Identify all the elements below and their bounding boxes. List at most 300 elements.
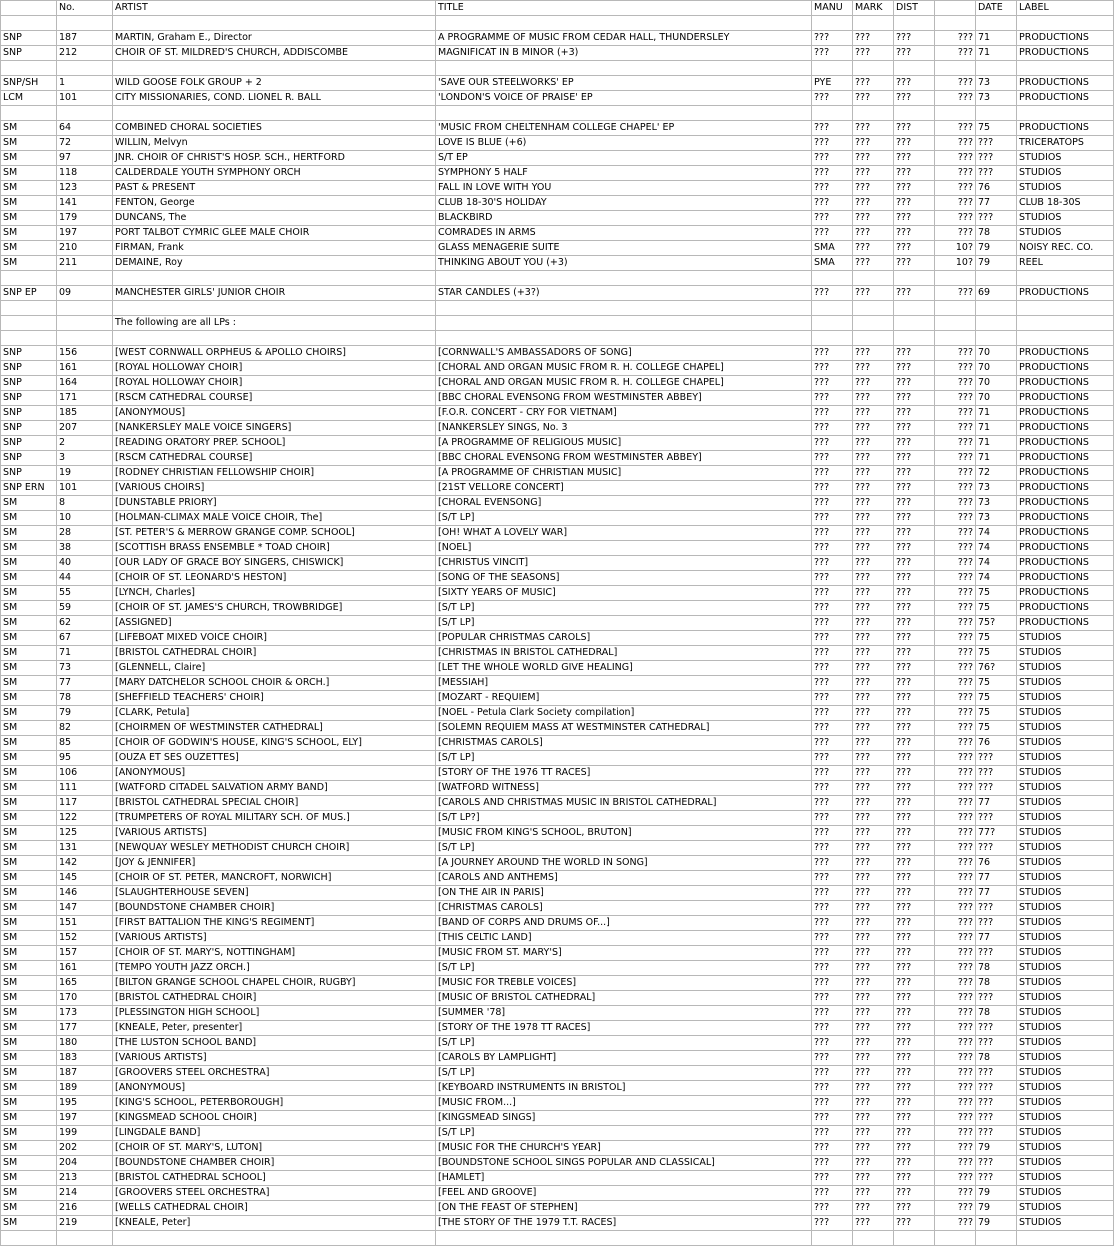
cell-mark: ???	[853, 496, 894, 511]
cell-prefix	[1, 301, 57, 316]
cell-mark: ???	[853, 526, 894, 541]
cell-dist: ???	[894, 1201, 935, 1216]
cell-title: [MOZART - REQUIEM]	[436, 691, 812, 706]
cell-number: 2	[57, 436, 113, 451]
cell-date: ???	[976, 946, 1017, 961]
cell-dist: ???	[894, 1051, 935, 1066]
cell-label: PRODUCTIONS	[1017, 586, 1114, 601]
cell-artist: PORT TALBOT CYMRIC GLEE MALE CHOIR	[113, 226, 436, 241]
cell-label: STUDIOS	[1017, 1156, 1114, 1171]
cell-prefix	[1, 316, 57, 331]
cell-prefix: SM	[1, 646, 57, 661]
cell-date: ???	[976, 1036, 1017, 1051]
cell-label: STUDIOS	[1017, 1021, 1114, 1036]
table-row	[1, 901, 1114, 916]
cell-dist: ???	[894, 1186, 935, 1201]
cell-number: 73	[57, 661, 113, 676]
cell-label: PRODUCTIONS	[1017, 571, 1114, 586]
cell-extra: ???	[935, 1066, 976, 1081]
cell-dist: ???	[894, 901, 935, 916]
cell-number: 118	[57, 166, 113, 181]
cell-manu: ???	[812, 526, 853, 541]
cell-artist: [BRISTOL CATHEDRAL SPECIAL CHOIR]	[113, 796, 436, 811]
table-row	[1, 136, 1114, 151]
header-dist: DIST	[894, 1, 935, 16]
cell-prefix: SM	[1, 211, 57, 226]
cell-date: 75	[976, 721, 1017, 736]
cell-date: ???	[976, 841, 1017, 856]
cell-mark: ???	[853, 841, 894, 856]
cell-number: 177	[57, 1021, 113, 1036]
cell-manu: ???	[812, 991, 853, 1006]
cell-title: [A PROGRAMME OF RELIGIOUS MUSIC]	[436, 436, 812, 451]
cell-number: 64	[57, 121, 113, 136]
cell-title: THINKING ABOUT YOU (+3)	[436, 256, 812, 271]
cell-artist: [NANKERSLEY MALE VOICE SINGERS]	[113, 421, 436, 436]
cell-number: 09	[57, 286, 113, 301]
cell-extra: ???	[935, 1021, 976, 1036]
cell-title: [KINGSMEAD SINGS]	[436, 1111, 812, 1126]
cell-manu	[812, 301, 853, 316]
table-row	[1, 436, 1114, 451]
cell-manu: ???	[812, 1021, 853, 1036]
cell-artist: [WATFORD CITADEL SALVATION ARMY BAND]	[113, 781, 436, 796]
cell-extra: ???	[935, 901, 976, 916]
table-row	[1, 661, 1114, 676]
cell-label: PRODUCTIONS	[1017, 526, 1114, 541]
cell-extra: ???	[935, 946, 976, 961]
table-row	[1, 931, 1114, 946]
cell-date: 74	[976, 526, 1017, 541]
cell-extra: ???	[935, 751, 976, 766]
cell-dist: ???	[894, 226, 935, 241]
cell-manu: ???	[812, 346, 853, 361]
cell-label: PRODUCTIONS	[1017, 556, 1114, 571]
cell-manu: ???	[812, 196, 853, 211]
cell-title: [MUSIC FROM...]	[436, 1096, 812, 1111]
cell-extra: ???	[935, 1186, 976, 1201]
cell-prefix: SM	[1, 1126, 57, 1141]
cell-mark: ???	[853, 571, 894, 586]
table-row	[1, 466, 1114, 481]
cell-manu: ???	[812, 1051, 853, 1066]
cell-extra: ???	[935, 391, 976, 406]
cell-title: [S/T LP]	[436, 1036, 812, 1051]
cell-artist: [WEST CORNWALL ORPHEUS & APOLLO CHOIRS]	[113, 346, 436, 361]
cell-prefix: SM	[1, 526, 57, 541]
cell-mark: ???	[853, 31, 894, 46]
cell-manu: ???	[812, 91, 853, 106]
table-row	[1, 1006, 1114, 1021]
cell-prefix: SM	[1, 1066, 57, 1081]
cell-dist: ???	[894, 1021, 935, 1036]
cell-prefix: SM	[1, 871, 57, 886]
cell-artist: [TRUMPETERS OF ROYAL MILITARY SCH. OF MUS.]	[113, 811, 436, 826]
cell-prefix: SM	[1, 136, 57, 151]
cell-label: PRODUCTIONS	[1017, 286, 1114, 301]
cell-date: 70	[976, 346, 1017, 361]
cell-dist: ???	[894, 256, 935, 271]
cell-mark: ???	[853, 1126, 894, 1141]
cell-title: [BBC CHORAL EVENSONG FROM WESTMINSTER ABBEY]	[436, 451, 812, 466]
cell-number: 207	[57, 421, 113, 436]
cell-mark: ???	[853, 391, 894, 406]
cell-label: PRODUCTIONS	[1017, 451, 1114, 466]
cell-prefix: SM	[1, 121, 57, 136]
cell-dist: ???	[894, 841, 935, 856]
cell-label: STUDIOS	[1017, 991, 1114, 1006]
cell-dist: ???	[894, 91, 935, 106]
cell-mark: ???	[853, 1111, 894, 1126]
cell-dist	[894, 16, 935, 31]
cell-label: PRODUCTIONS	[1017, 436, 1114, 451]
table-row	[1, 376, 1114, 391]
cell-manu: ???	[812, 1141, 853, 1156]
table-row	[1, 886, 1114, 901]
cell-extra: ???	[935, 346, 976, 361]
table-row	[1, 676, 1114, 691]
cell-number: 111	[57, 781, 113, 796]
cell-mark: ???	[853, 376, 894, 391]
cell-mark	[853, 331, 894, 346]
table-row	[1, 511, 1114, 526]
cell-date	[976, 106, 1017, 121]
cell-number	[57, 106, 113, 121]
cell-date: ???	[976, 1081, 1017, 1096]
cell-manu: ???	[812, 421, 853, 436]
cell-dist	[894, 316, 935, 331]
cell-date	[976, 301, 1017, 316]
cell-mark: ???	[853, 166, 894, 181]
cell-title	[436, 106, 812, 121]
cell-date: 73	[976, 76, 1017, 91]
cell-date: 71	[976, 451, 1017, 466]
cell-title: MAGNIFICAT IN B MINOR (+3)	[436, 46, 812, 61]
cell-extra: ???	[935, 841, 976, 856]
cell-mark: ???	[853, 121, 894, 136]
cell-manu: ???	[812, 166, 853, 181]
cell-extra: ???	[935, 811, 976, 826]
cell-title	[436, 301, 812, 316]
table-row	[1, 1231, 1114, 1246]
cell-manu: ???	[812, 1216, 853, 1231]
cell-number: 106	[57, 766, 113, 781]
cell-extra: ???	[935, 181, 976, 196]
cell-mark	[853, 16, 894, 31]
cell-date: 70	[976, 361, 1017, 376]
table-row	[1, 91, 1114, 106]
cell-date	[976, 16, 1017, 31]
cell-mark: ???	[853, 751, 894, 766]
cell-mark: ???	[853, 646, 894, 661]
cell-title: [S/T LP]	[436, 1066, 812, 1081]
cell-date: 75	[976, 646, 1017, 661]
cell-extra: ???	[935, 1006, 976, 1021]
cell-manu: ???	[812, 181, 853, 196]
cell-date: 70	[976, 376, 1017, 391]
cell-dist: ???	[894, 391, 935, 406]
cell-dist: ???	[894, 481, 935, 496]
cell-dist: ???	[894, 991, 935, 1006]
cell-label: STUDIOS	[1017, 766, 1114, 781]
cell-number: 147	[57, 901, 113, 916]
cell-date: 78	[976, 1006, 1017, 1021]
cell-manu: ???	[812, 916, 853, 931]
cell-mark	[853, 316, 894, 331]
table-row	[1, 1021, 1114, 1036]
cell-artist: [GROOVERS STEEL ORCHESTRA]	[113, 1066, 436, 1081]
cell-prefix: SM	[1, 796, 57, 811]
cell-number: 101	[57, 481, 113, 496]
cell-label: STUDIOS	[1017, 631, 1114, 646]
cell-prefix: SM	[1, 556, 57, 571]
cell-artist	[113, 61, 436, 76]
cell-dist: ???	[894, 871, 935, 886]
cell-number: 97	[57, 151, 113, 166]
cell-mark: ???	[853, 136, 894, 151]
table-row	[1, 391, 1114, 406]
cell-dist: ???	[894, 151, 935, 166]
cell-artist	[113, 301, 436, 316]
cell-title: [BBC CHORAL EVENSONG FROM WESTMINSTER ABBEY]	[436, 391, 812, 406]
cell-mark: ???	[853, 886, 894, 901]
cell-number: 197	[57, 226, 113, 241]
cell-prefix: SM	[1, 856, 57, 871]
cell-dist: ???	[894, 526, 935, 541]
cell-title: 'LONDON'S VOICE OF PRAISE' EP	[436, 91, 812, 106]
cell-extra: ???	[935, 406, 976, 421]
table-row	[1, 691, 1114, 706]
cell-number: 78	[57, 691, 113, 706]
cell-title: [NANKERSLEY SINGS, No. 3	[436, 421, 812, 436]
cell-artist: [LIFEBOAT MIXED VOICE CHOIR]	[113, 631, 436, 646]
cell-mark: ???	[853, 1186, 894, 1201]
cell-prefix: SM	[1, 256, 57, 271]
cell-prefix: SM	[1, 1186, 57, 1201]
cell-prefix: SNP	[1, 436, 57, 451]
cell-prefix: SNP/SH	[1, 76, 57, 91]
cell-manu: ???	[812, 376, 853, 391]
cell-prefix: SNP	[1, 31, 57, 46]
cell-label: STUDIOS	[1017, 646, 1114, 661]
cell-date	[976, 61, 1017, 76]
cell-title: [CHRISTMAS CAROLS]	[436, 901, 812, 916]
cell-artist: [HOLMAN-CLIMAX MALE VOICE CHOIR, The]	[113, 511, 436, 526]
cell-number: 122	[57, 811, 113, 826]
cell-artist: [CLARK, Petula]	[113, 706, 436, 721]
cell-artist: FENTON, George	[113, 196, 436, 211]
cell-date: 71	[976, 406, 1017, 421]
cell-extra: ???	[935, 691, 976, 706]
cell-artist: [CHOIR OF GODWIN'S HOUSE, KING'S SCHOOL, ELY]	[113, 736, 436, 751]
table-row	[1, 586, 1114, 601]
cell-artist: [LINGDALE BAND]	[113, 1126, 436, 1141]
cell-label: STUDIOS	[1017, 1186, 1114, 1201]
cell-label: STUDIOS	[1017, 811, 1114, 826]
cell-dist	[894, 271, 935, 286]
cell-number: 10	[57, 511, 113, 526]
cell-dist: ???	[894, 1036, 935, 1051]
cell-number: 164	[57, 376, 113, 391]
cell-title: [NOEL - Petula Clark Society compilation]	[436, 706, 812, 721]
cell-number: 85	[57, 736, 113, 751]
cell-extra: ???	[935, 826, 976, 841]
cell-dist: ???	[894, 181, 935, 196]
table-row	[1, 871, 1114, 886]
cell-date: 77?	[976, 826, 1017, 841]
cell-title: FALL IN LOVE WITH YOU	[436, 181, 812, 196]
cell-number: 40	[57, 556, 113, 571]
table-row	[1, 961, 1114, 976]
cell-artist: COMBINED CHORAL SOCIETIES	[113, 121, 436, 136]
cell-manu: ???	[812, 286, 853, 301]
table-row	[1, 631, 1114, 646]
cell-artist: [PLESSINGTON HIGH SCHOOL]	[113, 1006, 436, 1021]
cell-extra: ???	[935, 1171, 976, 1186]
cell-title: [CAROLS BY LAMPLIGHT]	[436, 1051, 812, 1066]
cell-extra: ???	[935, 586, 976, 601]
cell-title: [S/T LP]	[436, 961, 812, 976]
cell-manu: ???	[812, 496, 853, 511]
cell-prefix: SM	[1, 1021, 57, 1036]
cell-extra: ???	[935, 166, 976, 181]
cell-manu: ???	[812, 361, 853, 376]
cell-label: STUDIOS	[1017, 181, 1114, 196]
table-row	[1, 226, 1114, 241]
cell-dist: ???	[894, 961, 935, 976]
cell-number: 156	[57, 346, 113, 361]
cell-mark: ???	[853, 661, 894, 676]
cell-mark: ???	[853, 901, 894, 916]
cell-artist: [SLAUGHTERHOUSE SEVEN]	[113, 886, 436, 901]
cell-mark: ???	[853, 1036, 894, 1051]
cell-extra: ???	[935, 541, 976, 556]
cell-extra: ???	[935, 1111, 976, 1126]
cell-date: ???	[976, 151, 1017, 166]
cell-artist: [RSCM CATHEDRAL COURSE]	[113, 451, 436, 466]
cell-number: 141	[57, 196, 113, 211]
cell-extra: ???	[935, 151, 976, 166]
cell-title: [HAMLET]	[436, 1171, 812, 1186]
cell-dist: ???	[894, 136, 935, 151]
cell-label: STUDIOS	[1017, 841, 1114, 856]
cell-label: STUDIOS	[1017, 856, 1114, 871]
cell-extra: ???	[935, 1036, 976, 1051]
cell-date: 79	[976, 241, 1017, 256]
cell-artist: [BOUNDSTONE CHAMBER CHOIR]	[113, 901, 436, 916]
cell-label: STUDIOS	[1017, 1216, 1114, 1231]
cell-title: [MUSIC FOR TREBLE VOICES]	[436, 976, 812, 991]
cell-title: [BAND OF CORPS AND DRUMS OF...]	[436, 916, 812, 931]
cell-extra: ???	[935, 1216, 976, 1231]
cell-title: BLACKBIRD	[436, 211, 812, 226]
cell-date: 79	[976, 1201, 1017, 1216]
cell-date: ???	[976, 1021, 1017, 1036]
cell-prefix: SM	[1, 1156, 57, 1171]
cell-prefix: SNP	[1, 361, 57, 376]
cell-manu: SMA	[812, 256, 853, 271]
cell-manu: ???	[812, 1081, 853, 1096]
cell-prefix: SM	[1, 706, 57, 721]
cell-manu	[812, 331, 853, 346]
cell-title: [CAROLS AND CHRISTMAS MUSIC IN BRISTOL CATHEDRAL]	[436, 796, 812, 811]
cell-mark	[853, 1231, 894, 1246]
cell-title	[436, 331, 812, 346]
cell-manu: ???	[812, 541, 853, 556]
cell-label: STUDIOS	[1017, 826, 1114, 841]
cell-prefix: SM	[1, 511, 57, 526]
cell-date: 73	[976, 511, 1017, 526]
cell-extra: ???	[935, 76, 976, 91]
cell-number: 38	[57, 541, 113, 556]
cell-manu: ???	[812, 121, 853, 136]
cell-title: [SUMMER '78]	[436, 1006, 812, 1021]
table-row	[1, 1081, 1114, 1096]
cell-prefix: SM	[1, 946, 57, 961]
cell-extra: ???	[935, 211, 976, 226]
cell-title: [BOUNDSTONE SCHOOL SINGS POPULAR AND CLASSICAL]	[436, 1156, 812, 1171]
cell-title	[436, 1231, 812, 1246]
cell-prefix	[1, 1231, 57, 1246]
table-row	[1, 1126, 1114, 1141]
cell-artist: [RODNEY CHRISTIAN FELLOWSHIP CHOIR]	[113, 466, 436, 481]
cell-dist: ???	[894, 811, 935, 826]
cell-title: S/T EP	[436, 151, 812, 166]
cell-manu: ???	[812, 1156, 853, 1171]
cell-artist	[113, 1231, 436, 1246]
cell-number: 123	[57, 181, 113, 196]
cell-extra: ???	[935, 706, 976, 721]
cell-date: 78	[976, 226, 1017, 241]
cell-prefix: SM	[1, 721, 57, 736]
cell-label: STUDIOS	[1017, 961, 1114, 976]
cell-title: [F.O.R. CONCERT - CRY FOR VIETNAM]	[436, 406, 812, 421]
table-row	[1, 361, 1114, 376]
cell-label: STUDIOS	[1017, 1141, 1114, 1156]
cell-title: [S/T LP?]	[436, 811, 812, 826]
cell-date: ???	[976, 766, 1017, 781]
cell-label: CLUB 18-30S	[1017, 196, 1114, 211]
cell-dist: ???	[894, 916, 935, 931]
cell-number: 180	[57, 1036, 113, 1051]
cell-label: STUDIOS	[1017, 211, 1114, 226]
cell-mark: ???	[853, 286, 894, 301]
table-row	[1, 541, 1114, 556]
cell-title: LOVE IS BLUE (+6)	[436, 136, 812, 151]
cell-title: [CAROLS AND ANTHEMS]	[436, 871, 812, 886]
table-row	[1, 781, 1114, 796]
cell-title: [SONG OF THE SEASONS]	[436, 571, 812, 586]
cell-number: 19	[57, 466, 113, 481]
cell-manu: ???	[812, 571, 853, 586]
table-row	[1, 1066, 1114, 1081]
cell-manu: ???	[812, 436, 853, 451]
cell-label: STUDIOS	[1017, 1006, 1114, 1021]
cell-mark: ???	[853, 481, 894, 496]
cell-number: 67	[57, 631, 113, 646]
cell-extra: ???	[935, 526, 976, 541]
cell-number: 28	[57, 526, 113, 541]
cell-dist: ???	[894, 76, 935, 91]
cell-dist: ???	[894, 511, 935, 526]
cell-date: 73	[976, 496, 1017, 511]
cell-manu: ???	[812, 736, 853, 751]
cell-artist: [GLENNELL, Claire]	[113, 661, 436, 676]
cell-prefix: SM	[1, 676, 57, 691]
cell-manu: PYE	[812, 76, 853, 91]
cell-mark: ???	[853, 346, 894, 361]
cell-artist: JNR. CHOIR OF CHRIST'S HOSP. SCH., HERTFORD	[113, 151, 436, 166]
